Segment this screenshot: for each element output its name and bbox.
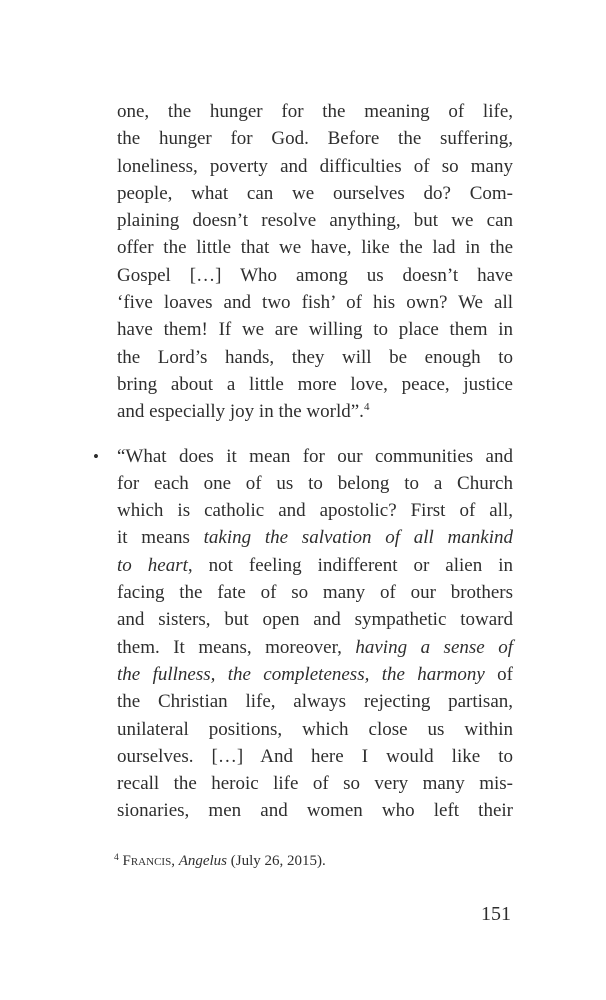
- text-segment: the Lord’s hands, they will be enough to: [117, 346, 513, 368]
- text-line: [117, 207, 513, 234]
- text-segment: of: [484, 663, 513, 685]
- text-line: [117, 470, 513, 497]
- text-segment: unilateral positions, which close us within: [117, 718, 513, 740]
- text-line: [117, 716, 513, 743]
- text-segment: the hunger for God. Before the suffering,: [117, 128, 513, 150]
- superscript-marker: 4: [114, 853, 119, 863]
- text-segment: recall the heroic life of so very many mis-: [117, 773, 513, 795]
- superscript-marker: 4: [363, 401, 370, 414]
- page-number: 151: [481, 903, 511, 925]
- text-segment: people, what can we ourselves do? Com-: [117, 182, 513, 204]
- text-line: [117, 289, 513, 316]
- text-line: [117, 371, 513, 398]
- text-segment: ‘five loaves and two fish’ of his own? We all: [117, 292, 513, 314]
- text-line: [117, 98, 513, 125]
- text-segment: Gospel […] Who among us doesn’t have: [117, 264, 513, 286]
- text-segment: for each one of us to belong to a Church: [117, 472, 513, 494]
- text-segment: taking the salvation of all mankind: [203, 527, 513, 549]
- text-line: [117, 316, 513, 343]
- text-segment: them. It means, moreover,: [117, 636, 356, 658]
- text-line: [117, 770, 513, 797]
- footnote: [114, 851, 514, 871]
- text-segment: Francis: [122, 853, 172, 869]
- text-line: [117, 234, 513, 261]
- text-line: [117, 443, 513, 470]
- text-line: [117, 344, 513, 371]
- text-line: [117, 262, 513, 289]
- text-line: [117, 797, 513, 824]
- text-segment: plaining doesn’t resolve anything, but we can: [117, 210, 513, 232]
- text-segment: Angelus: [178, 853, 228, 869]
- text-segment: the Christian life, always rejecting partisan,: [117, 691, 513, 713]
- text-segment: the fullness, the completeness, the harmony: [117, 663, 485, 685]
- text-segment: bring about a little more love, peace, justice: [117, 373, 513, 395]
- text-line: [117, 398, 513, 425]
- text-segment: offer the little that we have, like the lad in the: [117, 237, 513, 259]
- text-segment: and especially joy in the world”.: [117, 401, 364, 423]
- text-line: [117, 180, 513, 207]
- text-segment: loneliness, poverty and difficulties of so many: [117, 155, 513, 177]
- text-line: [117, 497, 513, 524]
- text-line: [117, 743, 513, 770]
- text-segment: have them! If we are willing to place them in: [117, 319, 513, 341]
- text-line: [117, 579, 513, 606]
- text-segment: sionaries, men and women who left their: [117, 800, 513, 822]
- text-line: [117, 688, 513, 715]
- text-line: [117, 125, 513, 152]
- text-segment: ourselves. […] And here I would like to: [117, 745, 513, 767]
- text-line: [117, 661, 513, 688]
- text-segment: ,: [171, 853, 179, 869]
- text-segment: , not feeling indifferent or alien in: [187, 554, 514, 576]
- text-line: [117, 606, 513, 633]
- text-line: [117, 153, 513, 180]
- text-segment: one, the hunger for the meaning of life,: [117, 101, 513, 122]
- text-line: [117, 634, 513, 661]
- text-line: [117, 552, 513, 579]
- bullet-marker: •: [93, 446, 99, 466]
- text-segment: “What does it mean for our communities and: [117, 445, 513, 467]
- text-segment: and sisters, but open and sympathetic toward: [117, 609, 513, 631]
- text-segment: facing the fate of so many of our brothers: [117, 582, 513, 604]
- text-segment: having a sense of: [355, 636, 513, 658]
- bulleted-paragraph: [93, 443, 514, 825]
- text-segment: to heart: [117, 554, 188, 576]
- text-block: [93, 98, 514, 825]
- text-line: [117, 524, 513, 551]
- text-segment: it means: [117, 527, 204, 549]
- text-segment: (July 26, 2015).: [227, 853, 326, 869]
- text-segment: which is catholic and apostolic? First of all,: [117, 500, 513, 522]
- body-paragraph: [117, 98, 513, 426]
